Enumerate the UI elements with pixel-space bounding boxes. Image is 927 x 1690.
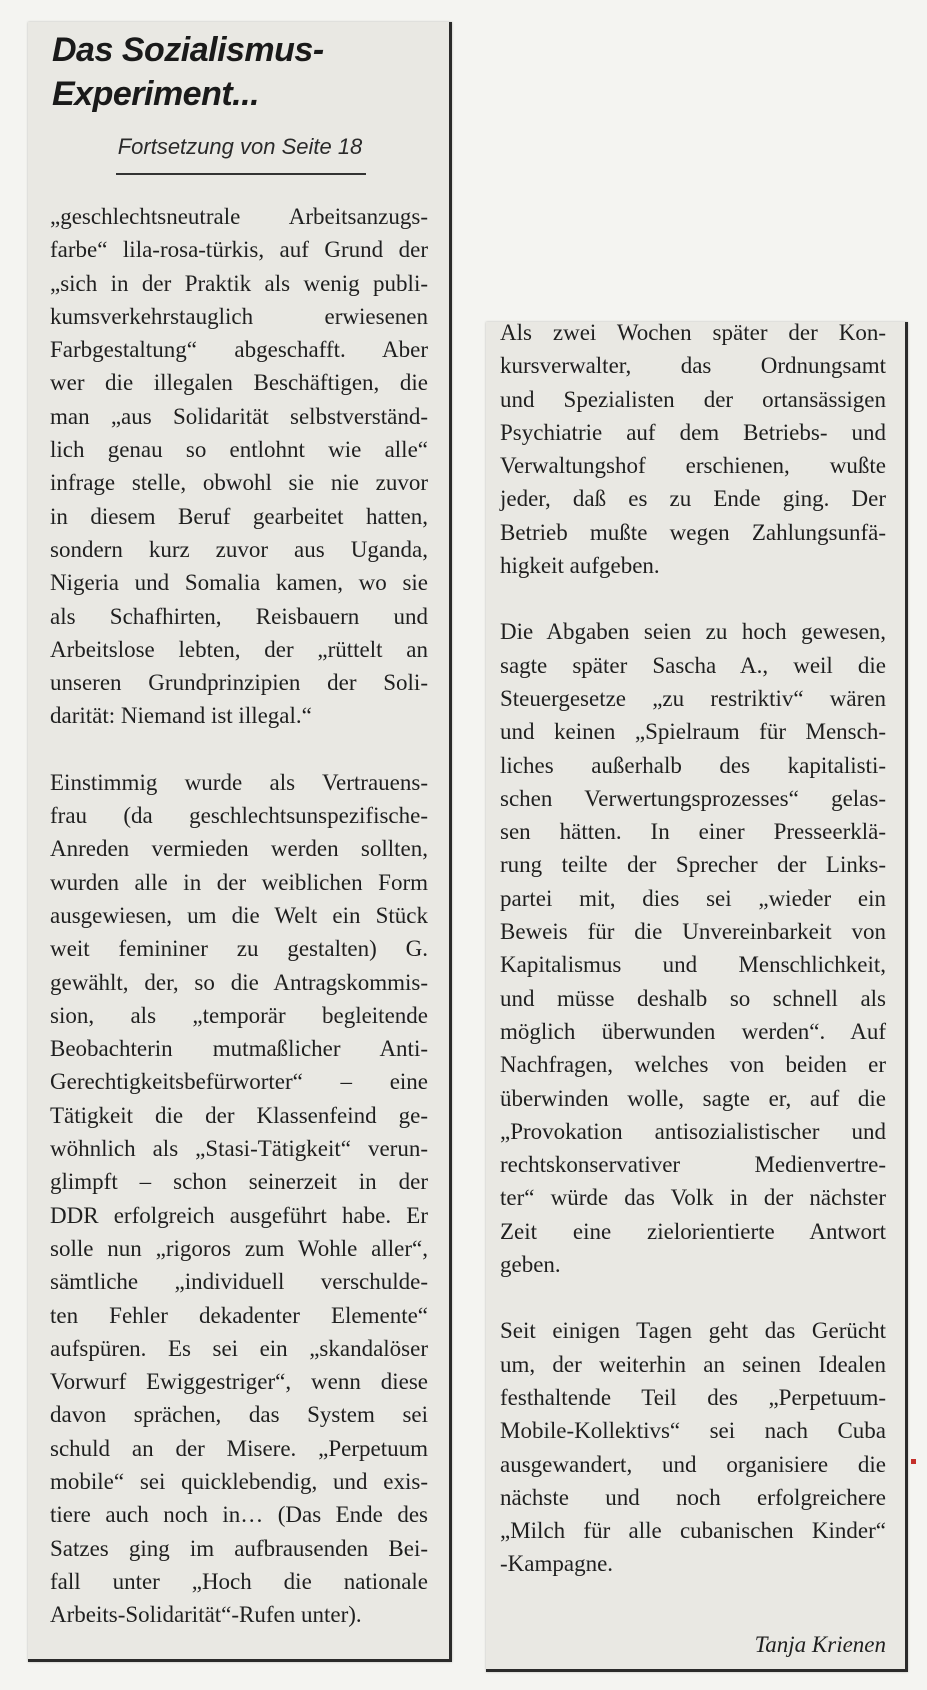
text-line: ter“ würde das Volk in der nächster	[500, 1185, 886, 1211]
text-line: gewählt, der, so die Antragskommis-	[50, 969, 428, 995]
text-line: kumsverkehrstauglich erwiesenen	[50, 303, 428, 329]
text-line: jeder, daß es zu Ende ging. Der	[500, 486, 886, 512]
text-line: Als zwei Wochen später der Kon-	[500, 320, 886, 345]
text-line: man „aus Solidarität selbstverständ-	[50, 403, 428, 429]
text-line: wurden alle in der weiblichen Form	[50, 869, 428, 895]
text-line: Seit einigen Tagen geht das Gerücht	[500, 1318, 886, 1344]
text-line: ausgewiesen, um die Welt ein Stück	[50, 902, 428, 928]
text-line: um, der weiterhin an seinen Idealen	[500, 1351, 886, 1377]
red-ink-mark	[911, 1459, 916, 1464]
text-line: Farbgestaltung“ abgeschafft. Aber	[50, 337, 428, 363]
text-line: „Provokation antisozialistischer und	[500, 1118, 886, 1144]
author-signature: Tanja Krienen	[754, 1632, 886, 1657]
text-line: Mobile-Kollektivs“ sei nach Cuba	[500, 1418, 886, 1444]
text-line: Tätigkeit die der Klassenfeind ge-	[50, 1102, 428, 1128]
column-rule	[449, 22, 452, 1662]
text-line: kursverwalter, das Ordnungsamt	[500, 353, 886, 379]
text-line: higkeit aufgeben.	[500, 553, 660, 579]
text-line: sämtliche „individuell verschulde-	[50, 1269, 428, 1295]
text-line: „sich in der Praktik als wenig publi-	[50, 270, 428, 296]
text-line: Die Abgaben seien zu hoch gewesen,	[500, 619, 886, 645]
text-line: „Milch für alle cubanischen Kinder“	[500, 1518, 886, 1544]
text-line: frau (da geschlechtsunspezifische-	[50, 803, 428, 829]
text-line: partei mit, dies sei „wieder ein	[500, 885, 886, 911]
text-line: infrage stelle, obwohl sie nie zuvor	[50, 470, 428, 496]
text-line: Zeit eine zielorientierte Antwort	[500, 1218, 886, 1244]
paragraph-gap	[500, 582, 886, 615]
text-line: und müsse deshalb so schnell als	[500, 985, 886, 1011]
text-line: Satzes ging im aufbrausenden Bei-	[50, 1535, 428, 1561]
text-line: glimpft – schon seinerzeit in der	[50, 1169, 428, 1195]
text-line: festhaltende Teil des „Perpetuum-	[500, 1384, 886, 1410]
text-line: Arbeits-Solidarität“-Rufen unter).	[50, 1602, 362, 1628]
bottom-rule	[28, 1659, 452, 1662]
text-line: farbe“ lila-rosa-türkis, auf Grund der	[50, 237, 428, 263]
paragraph	[50, 200, 428, 733]
text-line: „geschlechtsneutrale Arbeitsanzugs-	[50, 204, 428, 229]
text-line: Psychiatrie auf dem Betriebs- und	[500, 419, 886, 445]
headline-line: Das Sozialismus-	[52, 31, 324, 69]
column-rule	[905, 322, 908, 1672]
continued-from-note: Fortsetzung von Seite 18	[117, 134, 363, 159]
text-line: darität: Niemand ist illegal.“	[50, 703, 312, 729]
text-line: geben.	[500, 1252, 561, 1278]
text-line: Steuergesetze „zu restriktiv“ wären	[500, 685, 886, 711]
text-line: sondern kurz zuvor aus Uganda,	[50, 536, 428, 562]
text-line: mobile“ sei quicklebendig, und exis-	[50, 1468, 428, 1494]
text-line: weit femininer zu gestalten) G.	[50, 936, 428, 962]
text-column-right	[500, 316, 886, 1581]
text-line: sagte später Sascha A., weil die	[500, 652, 886, 678]
paragraph-gap	[50, 733, 428, 766]
text-line: Kapitalismus und Menschlichkeit,	[500, 952, 886, 978]
bottom-rule	[486, 1669, 908, 1672]
text-line: ausgewandert, und organisiere die	[500, 1451, 886, 1477]
text-line: in diesem Beruf gearbeitet hatten,	[50, 503, 428, 529]
paragraph	[500, 316, 886, 582]
text-line: solle nun „rigoros zum Wohle aller“,	[50, 1235, 428, 1261]
text-line: ten Fehler dekadenter Elemente“	[50, 1302, 428, 1328]
article-clipping-left	[28, 22, 452, 1662]
text-line: und Spezialisten der ortansässigen	[500, 386, 886, 412]
paragraph-gap	[500, 1281, 886, 1314]
text-line: Verwaltungshof erschienen, wußte	[500, 453, 886, 479]
text-line: lich genau so entlohnt wie alle“	[50, 437, 428, 463]
paragraph	[50, 766, 428, 1632]
text-line: unseren Grundprinzipien der Soli-	[50, 670, 428, 696]
article-clipping-right	[486, 322, 908, 1672]
text-line: und keinen „Spielraum für Mensch-	[500, 719, 886, 745]
text-line: sen hätten. In einer Presseerklä-	[500, 819, 886, 845]
text-line: schen Verwertungsprozesses“ gelas-	[500, 785, 886, 811]
text-line: tiere auch noch in… (Das Ende des	[50, 1502, 428, 1528]
text-line: DDR erfolgreich ausgeführt habe. Er	[50, 1202, 428, 1228]
text-line: überwinden wolle, sagte er, auf die	[500, 1085, 886, 1111]
text-line: rechtskonservativer Medienvertre-	[500, 1152, 886, 1178]
divider	[116, 173, 366, 175]
text-line: rung teilte der Sprecher der Links-	[500, 852, 886, 878]
text-line: möglich überwunden werden“. Auf	[500, 1018, 886, 1044]
text-line: nächste und noch erfolgreichere	[500, 1484, 886, 1510]
text-line: schuld an der Misere. „Perpetuum	[50, 1435, 428, 1461]
text-line: davon sprächen, das System sei	[50, 1402, 428, 1428]
headline-line: Experiment...	[52, 75, 260, 113]
text-line: Anreden vermieden werden sollten,	[50, 836, 428, 862]
text-line: Nigeria und Somalia kamen, wo sie	[50, 570, 428, 596]
text-line: aufspüren. Es sei ein „skandalöser	[50, 1335, 428, 1361]
text-line: Einstimmig wurde als Vertrauens-	[50, 769, 428, 795]
text-line: -Kampagne.	[500, 1551, 614, 1577]
paragraph	[500, 615, 886, 1281]
text-line: liches außerhalb des kapitalisti-	[500, 752, 886, 778]
text-line: Nachfragen, welches von beiden er	[500, 1052, 886, 1078]
text-line: Beweis für die Unvereinbarkeit von	[500, 919, 886, 945]
headline	[52, 28, 432, 116]
text-line: Gerechtigkeitsbefürworter“ – eine	[50, 1069, 428, 1095]
text-line: Betrieb mußte wegen Zahlungsunfä-	[500, 519, 886, 545]
text-line: wöhnlich als „Stasi-Tätigkeit“ verun-	[50, 1136, 428, 1162]
text-line: fall unter „Hoch die nationale	[50, 1568, 428, 1594]
text-line: Vorwurf Ewiggestriger“, wenn diese	[50, 1369, 428, 1395]
text-line: Arbeitslose lebten, der „rüttelt an	[50, 636, 428, 662]
text-column-left	[50, 200, 428, 1631]
text-line: wer die illegalen Beschäftigen, die	[50, 370, 428, 396]
paragraph	[500, 1314, 886, 1580]
text-line: Beobachterin mutmaßlicher Anti-	[50, 1036, 428, 1062]
text-line: als Schafhirten, Reisbauern und	[50, 603, 428, 629]
text-line: sion, als „temporär begleitende	[50, 1002, 428, 1028]
